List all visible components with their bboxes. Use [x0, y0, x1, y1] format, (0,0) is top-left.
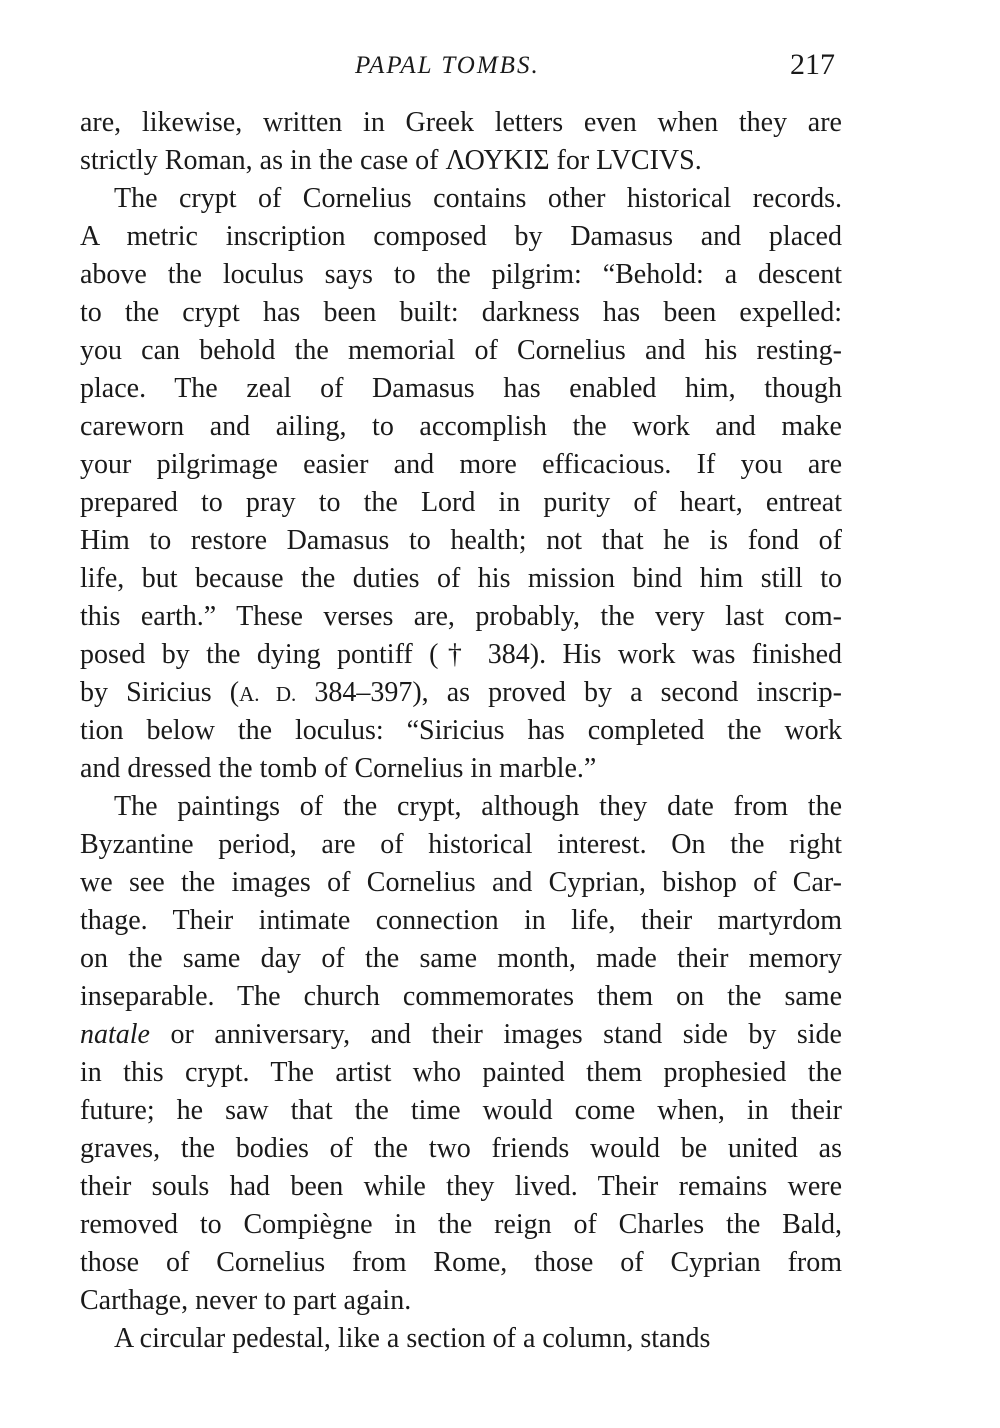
text-line: prepared to pray to the Lord in purity of heart, entreat: [80, 487, 842, 518]
text-line: removed to Compiègne in the reign of Charles the Bald,: [80, 1209, 842, 1240]
text-line: inseparable. The church commemorates them on the same: [80, 981, 842, 1012]
text-line: to the crypt has been built: darkness has been expelled:: [80, 297, 842, 328]
text-line: in this crypt. The artist who painted them prophesied the: [80, 1057, 842, 1088]
text-line: A metric inscription composed by Damasus and placed: [80, 221, 842, 252]
paragraph: [80, 180, 842, 788]
text-line: careworn and ailing, to accomplish the work and make: [80, 411, 842, 442]
text-line: and dressed the tomb of Cornelius in marble.”: [80, 753, 597, 784]
page-number: 217: [790, 48, 835, 81]
text-line: natale or anniversary, and their images stand side by side: [80, 1019, 842, 1050]
text-line: we see the images of Cornelius and Cyprian, bishop of Car-: [80, 867, 842, 898]
text-line: tion below the loculus: “Siricius has completed the work: [80, 715, 842, 746]
text-line: are, likewise, written in Greek letters even when they are: [80, 107, 842, 138]
text-line: above the loculus says to the pilgrim: “Behold: a descent: [80, 259, 842, 290]
text-line: their souls had been while they lived. Their remains were: [80, 1171, 842, 1202]
text-line: The crypt of Cornelius contains other historical records.: [114, 183, 842, 214]
text-line: by Siricius (A. D. 384–397), as proved by a second inscrip-: [80, 677, 842, 708]
text-line: life, but because the duties of his mission bind him still to: [80, 563, 842, 594]
text-line: Carthage, never to part again.: [80, 1285, 412, 1316]
text-line: this earth.” These verses are, probably, the very last com-: [80, 601, 842, 632]
text-line: those of Cornelius from Rome, those of Cyprian from: [80, 1247, 842, 1278]
text-line: Byzantine period, are of historical interest. On the right: [80, 829, 842, 860]
text-line: The paintings of the crypt, although they date from the: [114, 791, 842, 822]
text-line: your pilgrimage easier and more efficacious. If you are: [80, 449, 842, 480]
body-text: [80, 104, 842, 1358]
text-line: you can behold the memorial of Cornelius and his resting-: [80, 335, 842, 366]
text-line: on the same day of the same month, made their memory: [80, 943, 842, 974]
text-line: thage. Their intimate connection in life, their martyrdom: [80, 905, 842, 936]
paragraph: [80, 788, 842, 1320]
text-line: strictly Roman, as in the case of ΛΟΥΚΙΣ for LVCIVS.: [80, 145, 702, 176]
running-title: PAPAL TOMBS.: [355, 52, 540, 79]
paragraph: [80, 104, 842, 180]
text-line: A circular pedestal, like a section of a column, stands: [114, 1323, 711, 1354]
paragraph: [80, 1320, 842, 1358]
text-line: Him to restore Damasus to health; not that he is fond of: [80, 525, 842, 556]
text-line: posed by the dying pontiff († 384). His work was finished: [80, 639, 842, 670]
running-head: [0, 48, 1000, 88]
text-line: place. The zeal of Damasus has enabled him, though: [80, 373, 842, 404]
text-line: future; he saw that the time would come when, in their: [80, 1095, 842, 1126]
text-line: graves, the bodies of the two friends would be united as: [80, 1133, 842, 1164]
